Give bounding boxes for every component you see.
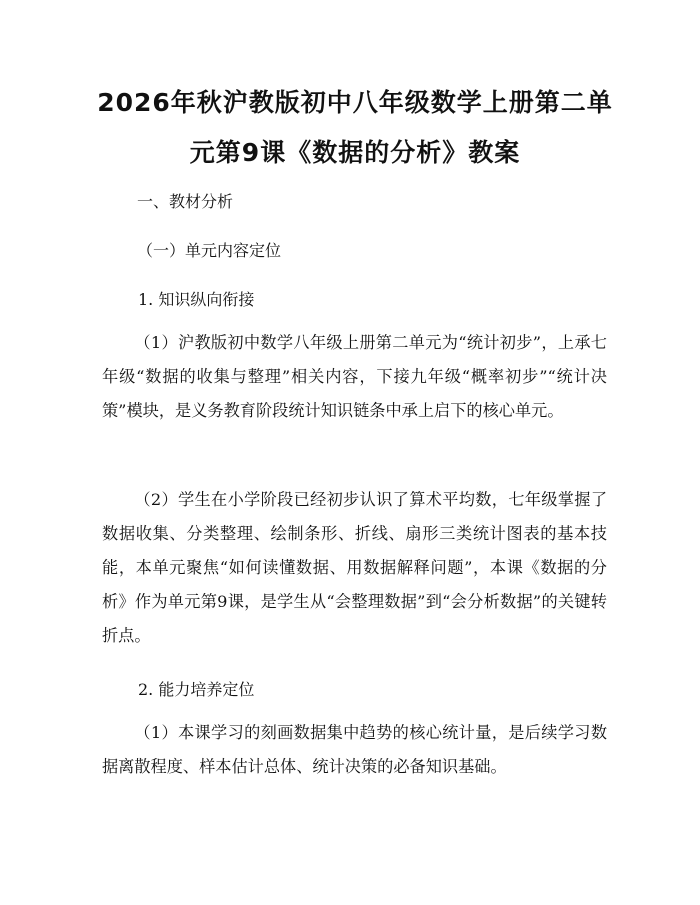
item-heading: 2. 能力培养定位 bbox=[138, 680, 255, 699]
paragraph: （1）沪教版初中数学八年级上册第二单元为“统计初步”，上承七年级“数据的收集与整理”相关内容，下接九年级“概率初步”“统计决策”模块，是义务教育阶段统计知识链条中承上启下的核心单元。 bbox=[102, 333, 607, 420]
paragraph: （2）学生在小学阶段已经初步认识了算术平均数，七年级掌握了数据收集、分类整理、绘制条形、折线、扇形三类统计图表的基本技能，本单元聚焦“如何读懂数据、用数据解释问题”，本课《数据的分析》作为单元第9课，是学生从“会整理数据”到“会分析数据”的关键转折点。 bbox=[102, 490, 607, 645]
section-heading: 一、教材分析 bbox=[137, 192, 234, 211]
subsection-heading: （一）单元内容定位 bbox=[137, 241, 282, 260]
document-title: 2026年秋沪教版初中八年级数学上册第二单元第9课《数据的分析》教案 bbox=[97, 88, 613, 167]
paragraph: （1）本课学习的刻画数据集中趋势的核心统计量，是后续学习数据离散程度、样本估计总体、统计决策的必备知识基础。 bbox=[102, 723, 607, 776]
item-heading: 1. 知识纵向衔接 bbox=[138, 290, 255, 309]
